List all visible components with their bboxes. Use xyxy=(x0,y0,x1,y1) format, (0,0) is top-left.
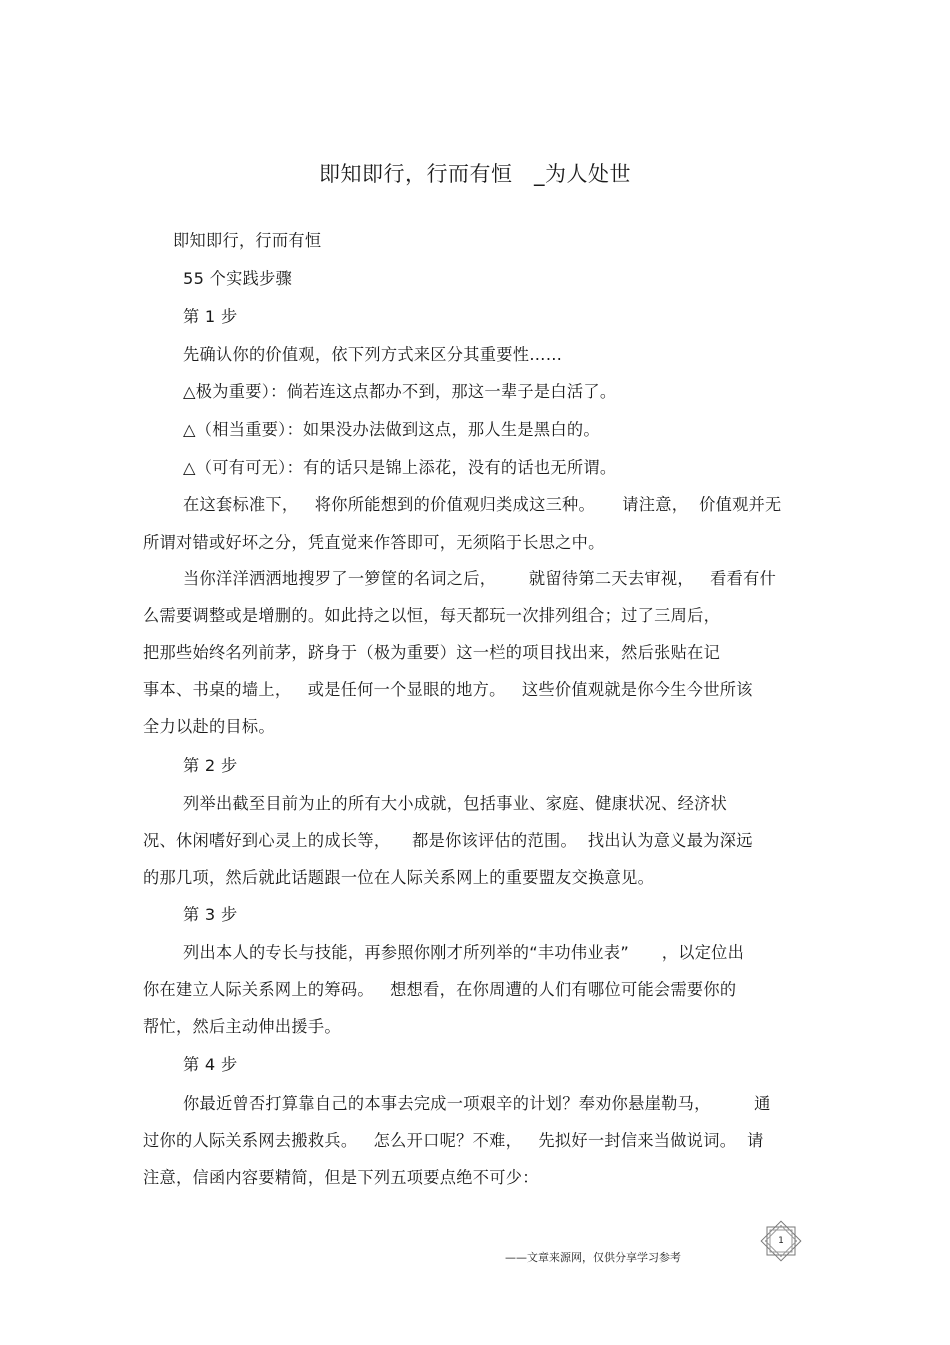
footer-source-note: ——文章来源网，仅供分享学习参考 xyxy=(505,1251,681,1264)
paragraph-line: 当你洋洋洒洒地搜罗了一箩筐的名词之后， 就留待第二天去审视， 看看有什 xyxy=(183,569,777,588)
step-4-heading: 第 4 步 xyxy=(183,1055,238,1074)
paragraph-line: △极为重要）：倘若连这点都办不到，那这一辈子是白活了。 xyxy=(183,382,617,401)
step-3-heading: 第 3 步 xyxy=(183,905,238,924)
paragraph-line: 你在建立人际关系网上的筹码。 想想看，在你周遭的人们有哪位可能会需要你的 xyxy=(143,980,737,999)
paragraph-line: 所谓对错或好坏之分，凭直觉来作答即可，无须陷于长思之中。 xyxy=(143,533,605,552)
step-1-heading: 第 1 步 xyxy=(183,307,238,326)
paragraph-line: 况、休闲嗜好到心灵上的成长等， 都是你该评估的范围。 找出认为意义最为深远 xyxy=(143,831,753,850)
page-number: 1 xyxy=(778,1236,784,1246)
document-title: 即知即行，行而有恒 _为人处世 xyxy=(318,162,632,186)
paragraph-line: 你最近曾否打算靠自己的本事去完成一项艰辛的计划？奉劝你悬崖勒马， 通 xyxy=(183,1094,771,1113)
paragraph-line: 全力以赴的目标。 xyxy=(143,717,275,736)
paragraph-line: △（相当重要）：如果没办法做到这点，那人生是黑白的。 xyxy=(183,420,600,439)
step-2-heading: 第 2 步 xyxy=(183,756,238,775)
subtitle: 即知即行，行而有恒 xyxy=(173,231,322,250)
paragraph-line: 先确认你的价值观，依下列方式来区分其重要性…… xyxy=(183,345,563,364)
paragraph-line: 么需要调整或是增删的。如此持之以恒，每天都玩一次排列组合；过了三周后， xyxy=(143,606,721,625)
page-number-badge xyxy=(756,1218,806,1264)
paragraph-line: 帮忙，然后主动伸出援手。 xyxy=(143,1017,341,1036)
steps-heading: 55 个实践步骤 xyxy=(183,269,293,288)
paragraph-line: 过你的人际关系网去搬救兵。 怎么开口呢？不难， 先拟好一封信来当做说词。 请 xyxy=(143,1131,764,1150)
paragraph-line: 注意，信函内容要精简，但是下列五项要点绝不可少： xyxy=(143,1168,539,1187)
paragraph-line: △（可有可无）：有的话只是锦上添花，没有的话也无所谓。 xyxy=(183,458,617,477)
paragraph-line: 把那些始终名列前茅，跻身于（极为重要）这一栏的项目找出来，然后张贴在记 xyxy=(143,643,721,662)
paragraph-line: 列举出截至目前为止的所有大小成就，包括事业、家庭、健康状况、经济状 xyxy=(183,794,728,813)
paragraph-line: 的那几项，然后就此话题跟一位在人际关系网上的重要盟友交换意见。 xyxy=(143,868,655,887)
paragraph-line: 列出本人的专长与技能，再参照你刚才所列举的“丰功伟业表” ，以定位出 xyxy=(183,943,745,962)
paragraph-line: 事本、书桌的墙上， 或是任何一个显眼的地方。 这些价值观就是你今生今世所该 xyxy=(143,680,753,699)
paragraph-line: 在这套标准下， 将你所能想到的价值观归类成这三种。 请注意， 价值观并无 xyxy=(183,495,782,514)
